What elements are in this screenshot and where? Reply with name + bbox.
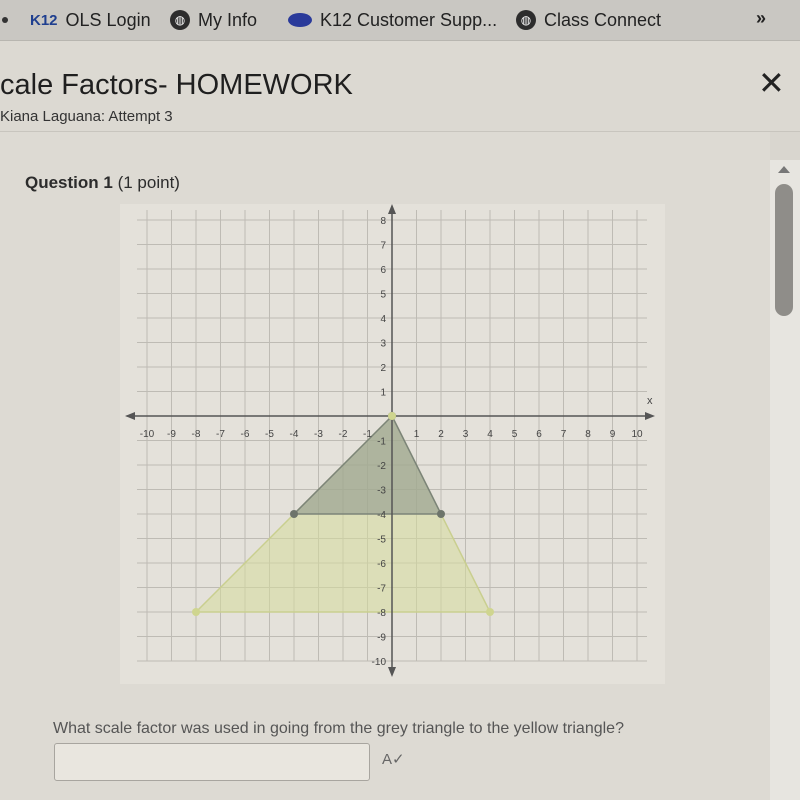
x-tick-label: -5 <box>265 429 274 440</box>
y-tick-label: -7 <box>377 583 386 595</box>
x-tick-label: -3 <box>314 429 323 440</box>
bookmark-label: OLS Login <box>65 9 151 30</box>
x-tick-label: -4 <box>289 429 299 440</box>
y-tick-label: -8 <box>377 608 386 619</box>
y-tick-label: -5 <box>377 534 386 546</box>
x-tick-label: -10 <box>139 429 155 440</box>
x-axis-label: x <box>647 395 653 407</box>
x-tick-label: -2 <box>338 429 348 440</box>
bookmark-customer-support[interactable] <box>288 0 497 40</box>
answer-input[interactable] <box>54 743 370 781</box>
question-prompt: What scale factor was used in going from the grey triangle to the yellow triangle? <box>53 720 624 737</box>
x-tick-label: -1 <box>363 429 372 440</box>
x-tick-label: 9 <box>609 429 616 440</box>
globe-icon: ◍ <box>170 10 190 30</box>
spellcheck-icon[interactable]: A✓ <box>382 751 405 768</box>
question-number: Question 1 <box>25 173 113 192</box>
y-tick-label: -9 <box>377 632 386 644</box>
close-button[interactable]: ✕ <box>758 65 785 101</box>
x-tick-label: -8 <box>191 429 201 440</box>
x-tick-label: -7 <box>216 429 225 440</box>
scroll-thumb[interactable] <box>775 184 793 316</box>
x-tick-label: 8 <box>585 429 591 440</box>
y-tick-label: -2 <box>377 461 386 472</box>
x-tick-label: 3 <box>462 429 469 440</box>
x-tick-label: 6 <box>536 429 542 440</box>
grey-vertex-point <box>290 510 298 518</box>
y-tick-label: 4 <box>380 314 386 325</box>
y-tick-label: 1 <box>380 387 386 399</box>
x-tick-label: -6 <box>240 429 250 440</box>
grey-vertex-point <box>437 510 445 518</box>
y-tick-label: 2 <box>380 363 386 374</box>
question-panel <box>0 132 770 800</box>
y-tick-label: -3 <box>377 485 386 497</box>
bookmarks-bar <box>0 0 800 41</box>
y-tick-label: -4 <box>377 510 386 521</box>
scroll-up-icon[interactable] <box>778 166 790 173</box>
assessment-header <box>0 41 800 132</box>
coordinate-graph <box>120 204 665 684</box>
scrollbar[interactable] <box>770 160 800 800</box>
k12-icon: K12 <box>30 11 58 29</box>
bookmark-label: K12 Customer Supp... <box>320 9 498 30</box>
page-title: cale Factors- HOMEWORK <box>0 69 353 101</box>
y-tick-label: 6 <box>380 265 386 276</box>
x-tick-label: 2 <box>438 429 444 440</box>
bookmark-partial-icon[interactable] <box>2 17 8 23</box>
more-bookmarks-button[interactable]: » <box>756 8 767 28</box>
x-tick-label: -9 <box>167 429 176 440</box>
yellow-vertex-point <box>486 608 494 616</box>
bookmark-class-connect[interactable] <box>516 0 661 40</box>
cloud-icon <box>288 13 312 27</box>
bookmark-ols-login[interactable] <box>30 0 151 40</box>
bookmark-label: My Info <box>198 9 258 30</box>
x-tick-label: 10 <box>631 429 643 440</box>
y-tick-label: -6 <box>377 559 386 570</box>
y-tick-label: -1 <box>377 436 386 448</box>
bookmark-label: Class Connect <box>544 9 662 30</box>
globe-icon: ◍ <box>516 10 536 30</box>
y-tick-label: 5 <box>380 289 386 301</box>
y-tick-label: 3 <box>380 338 386 350</box>
y-tick-label: 7 <box>380 240 386 252</box>
x-tick-label: 4 <box>487 429 493 440</box>
yellow-vertex-point <box>388 412 396 420</box>
yellow-vertex-point <box>192 608 200 616</box>
x-tick-label: 5 <box>511 429 518 440</box>
question-label <box>25 173 180 193</box>
question-points: (1 point) <box>117 173 180 192</box>
y-tick-label: 8 <box>380 216 386 227</box>
bookmark-my-info[interactable] <box>170 0 257 40</box>
attempt-label: Kiana Laguana: Attempt 3 <box>0 108 173 125</box>
x-tick-label: 1 <box>413 429 420 440</box>
y-tick-label: -10 <box>371 657 386 668</box>
x-tick-label: 7 <box>560 429 567 440</box>
